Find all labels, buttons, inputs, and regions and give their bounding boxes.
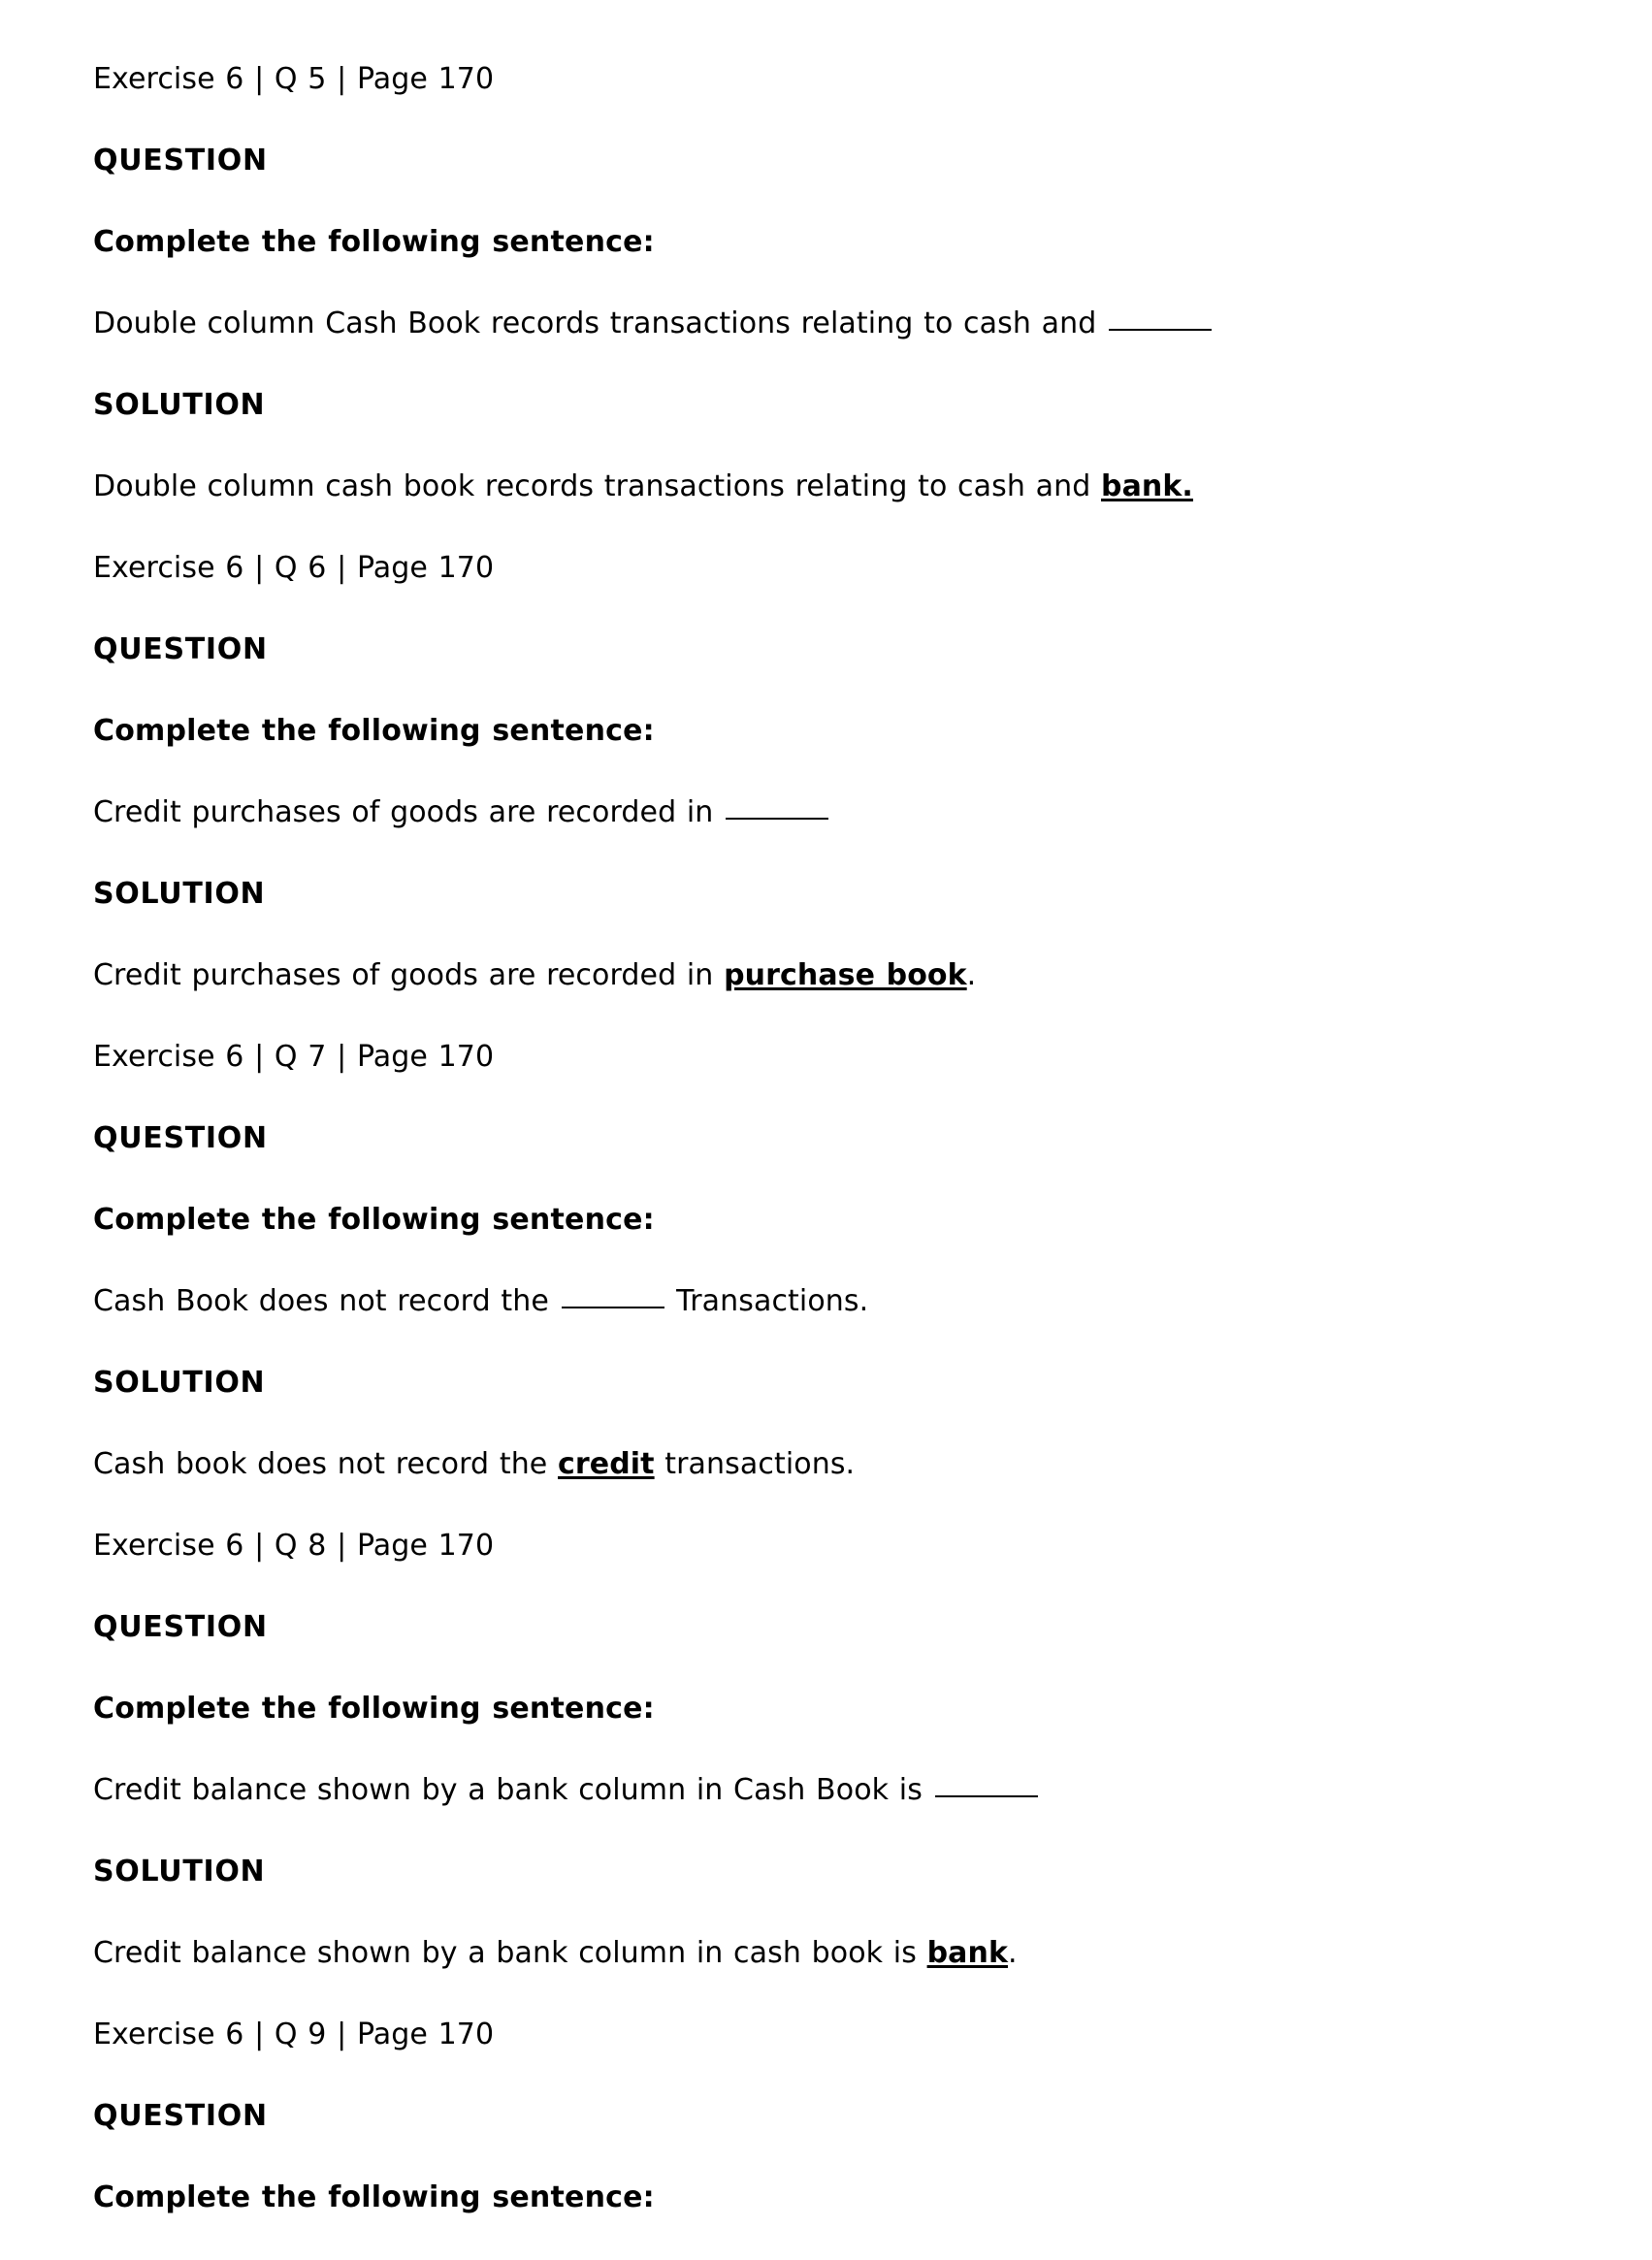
question-heading: QUESTION (93, 1610, 268, 1644)
question-text-before: Cash Book does not record the (93, 1284, 560, 1318)
solution-heading: SOLUTION (93, 1366, 266, 1400)
question-text-after: Transactions. (665, 1284, 869, 1318)
answer-text-after: . (1008, 1936, 1018, 1970)
answer-text (93, 1445, 1354, 1483)
exercise-reference: Exercise 6 | Q 7 | Page 170 (93, 1040, 495, 1074)
answer-text-before: Cash book does not record the (93, 1447, 558, 1481)
answer-blank (562, 1287, 664, 1308)
answer-keyword: purchase book (724, 958, 967, 992)
solution-block (93, 549, 1354, 994)
answer-text (93, 1934, 1354, 1972)
question-text (93, 1282, 1354, 1320)
question-text (93, 1771, 1354, 1809)
question-prompt: Complete the following sentence: (93, 2180, 655, 2214)
answer-keyword: bank (926, 1936, 1009, 1970)
exercise-reference: Exercise 6 | Q 9 | Page 170 (93, 2018, 495, 2051)
question-text-before: Credit purchases of goods are recorded in (93, 795, 725, 829)
solution-block (93, 1527, 1354, 1972)
document-content (93, 60, 1354, 2260)
answer-blank (1109, 309, 1212, 331)
exercise-reference: Exercise 6 | Q 5 | Page 170 (93, 62, 495, 96)
question-heading: QUESTION (93, 2099, 268, 2133)
solution-heading: SOLUTION (93, 1855, 266, 1889)
question-text (93, 305, 1354, 342)
solution-heading: SOLUTION (93, 388, 266, 422)
answer-text-before: Credit purchases of goods are recorded in (93, 958, 725, 992)
answer-text (93, 956, 1354, 994)
answer-text-after: transactions. (654, 1447, 856, 1481)
question-prompt: Complete the following sentence: (93, 1203, 655, 1237)
solution-heading: SOLUTION (93, 877, 266, 911)
question-prompt: Complete the following sentence: (93, 1692, 655, 1726)
solution-block (93, 60, 1354, 505)
solution-block (93, 1038, 1354, 1483)
answer-blank (935, 1776, 1038, 1797)
answer-blank (726, 798, 828, 820)
question-heading: QUESTION (93, 1121, 268, 1155)
exercise-reference: Exercise 6 | Q 8 | Page 170 (93, 1529, 495, 1563)
answer-text-before: Double column cash book records transactions relating to cash and (93, 469, 1101, 503)
answer-text-after: . (966, 958, 977, 992)
answer-keyword: bank. (1101, 469, 1193, 503)
question-prompt: Complete the following sentence: (93, 225, 655, 259)
answer-keyword: credit (558, 1447, 655, 1481)
question-heading: QUESTION (93, 632, 268, 666)
question-prompt: Complete the following sentence: (93, 714, 655, 748)
question-heading: QUESTION (93, 144, 268, 178)
question-text (93, 793, 1354, 831)
question-text-before: Double column Cash Book records transactions relating to cash and (93, 307, 1107, 340)
question-text-before: Credit balance shown by a bank column in Cash Book is (93, 1773, 933, 1807)
solution-block (93, 2016, 1354, 2216)
exercise-reference: Exercise 6 | Q 6 | Page 170 (93, 551, 495, 585)
answer-text-before: Credit balance shown by a bank column in cash book is (93, 1936, 927, 1970)
answer-text (93, 468, 1354, 505)
